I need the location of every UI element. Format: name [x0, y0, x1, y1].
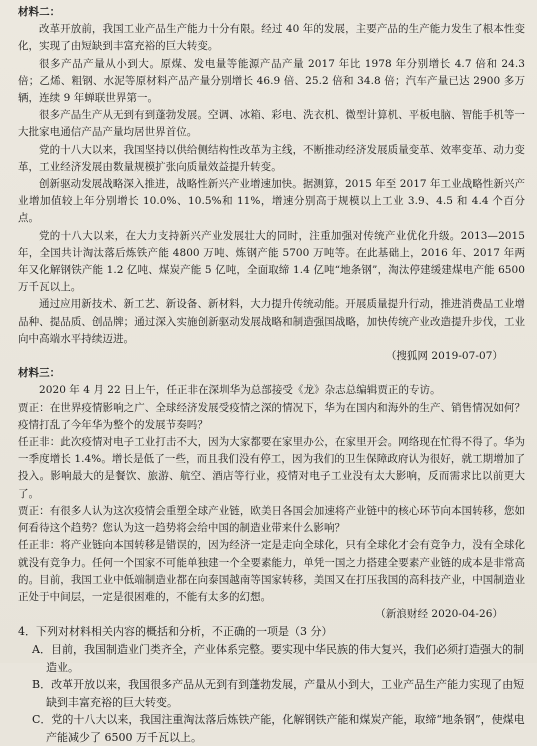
material3-heading: 材料三： [18, 367, 61, 380]
material3-paragraph: 贾正：在世界疫情影响之广、全球经济发展受疫情之深的情况下，华为在国内和海外的生产、销售情况如何？疫情打乱了今年华为整个的发展节奏吗？ [18, 401, 525, 431]
material2-paragraph: 党的十八大以来，在大力支持新兴产业发展壮大的同时，注重加强对传统产业优化升级。2013—2015年，全国共计淘汰落后炼铁产能 4800 万吨、炼钢产能 5700 万吨等。在此基础上，2016 年、2017 年两年又化解钢铁产能 1.2 亿吨、煤炭产能 5 亿吨，全面取缔 1.4 亿吨“地条钢”，淘汰停建缓建煤电产能 6500 万千瓦以上。 [18, 229, 525, 294]
material3-paragraph: 任正非：将产业链向本国转移是错误的，因为经济一定是走向全球化，只有全球化才会有竞争力，没有全球化就没有竞争力。任何一个国家不可能单独建一个全要素能力，单凭一国之力搭建全要素产业链的成本是非常高的。目前，我国工业中低端制造业都在向泰国越南等国家转移，美国又在打压我国的高科技产业，中国制造业正处于中间层，一定是很困难的，不能有太多的幻想。 [18, 539, 525, 603]
material3-source: （新浪财经 2020-04-26） [375, 608, 503, 621]
question-option-c: C．党的十八大以来，我国注重淘汰落后炼铁产能，化解钢铁产能和煤炭产能，取缔“地条钢”，使煤电产能减少了 6500 万千瓦以上。 [32, 713, 525, 744]
material2-paragraph: 很多产品生产从无到有到蓬勃发展。空调、冰箱、彩电、洗衣机、微型计算机、平板电脑、智能手机等一大批家电通信产品产量均居世界首位。 [18, 109, 525, 139]
material2-paragraph: 党的十八大以来，我国坚持以供给侧结构性改革为主线，不断推动经济发展质量变革、效率变革、动力变革，工业经济发展由数量规模扩张向质量效益提升转变。 [18, 143, 525, 173]
material3-paragraph: 任正非：此次疫情对电子工业打击不大，因为大家都要在家里办公，在家里开会。网络现在忙得不得了。华为一季度增长 1.4%。增长是低了一些，而且我们没有停工，因为我们的卫生保障政府认为很好，就工期增加了投入。影响最大的是餐饮、旅游、航空、酒店等行业，疫情对电子工业没有太大影响，反而需求比以前更大了。 [18, 436, 525, 500]
material2-paragraph: 改革开放前，我国工业产品生产能力十分有限。经过 40 年的发展，主要产品的生产能力发生了根本性变化，实现了由短缺到丰富充裕的巨大转变。 [18, 23, 525, 53]
question-option-b: B．改革开放以来，我国很多产品从无到有到蓬勃发展，产量从小到大，工业产品生产能力实现了由短缺到丰富充裕的巨大转变。 [32, 678, 525, 709]
material2-paragraph: 创新驱动发展战略深入推进，战略性新兴产业增速加快。据测算，2015 年至 2017 年工业战略性新兴产业增加值较上年分别增长 10.0%、10.5%和 11%，增速分别高于规模以上工业 3.9、4.5 和 4.4 个百分点。 [18, 178, 526, 225]
material2-paragraph: 很多产品产量从小到大。原煤、发电量等能源产品产量 2017 年比 1978 年分别增长 4.7 倍和 24.3 倍；乙烯、粗钢、水泥等原材料产品产量分别增长 46.9 倍、25.2 倍和 34.8 倍；汽车产量已达 2900 多万辆，连续 9 年蝉联世界第一。 [18, 57, 525, 105]
question-stem: 4．下列对材料相关内容的概括和分析，不正确的一项是（3 分） [18, 625, 333, 639]
material3-paragraph: 2020 年 4 月 22 日上午，任正非在深圳华为总部接受《龙》杂志总编辑贾正的专访。 [39, 384, 441, 397]
material2-source: （搜狐网 2019-07-07） [385, 350, 503, 363]
material2-paragraph: 通过应用新技术、新工艺、新设备、新材料，大力提升传统动能。开展质量提升行动，推进消费品工业增品种、提品质、创品牌；通过深入实施创新驱动发展战略和制造强国战略，加快传统产业改造提升步伐，工业向中高端水平持续迈进。 [18, 298, 525, 345]
material3-paragraph: 贾正：有很多人认为这次疫情会重塑全球产业链，欧美日各国会加速将产业链中的核心环节向本国转移，您如何看待这个趋势？您认为这一趋势将会给中国的制造业带来什么影响？ [18, 504, 525, 535]
material2-heading: 材料二： [18, 6, 61, 18]
question-option-a: A．目前，我国制造业门类齐全，产业体系完整。要实现中华民族的伟大复兴，我们必须打造强大的制造业。 [32, 642, 524, 674]
